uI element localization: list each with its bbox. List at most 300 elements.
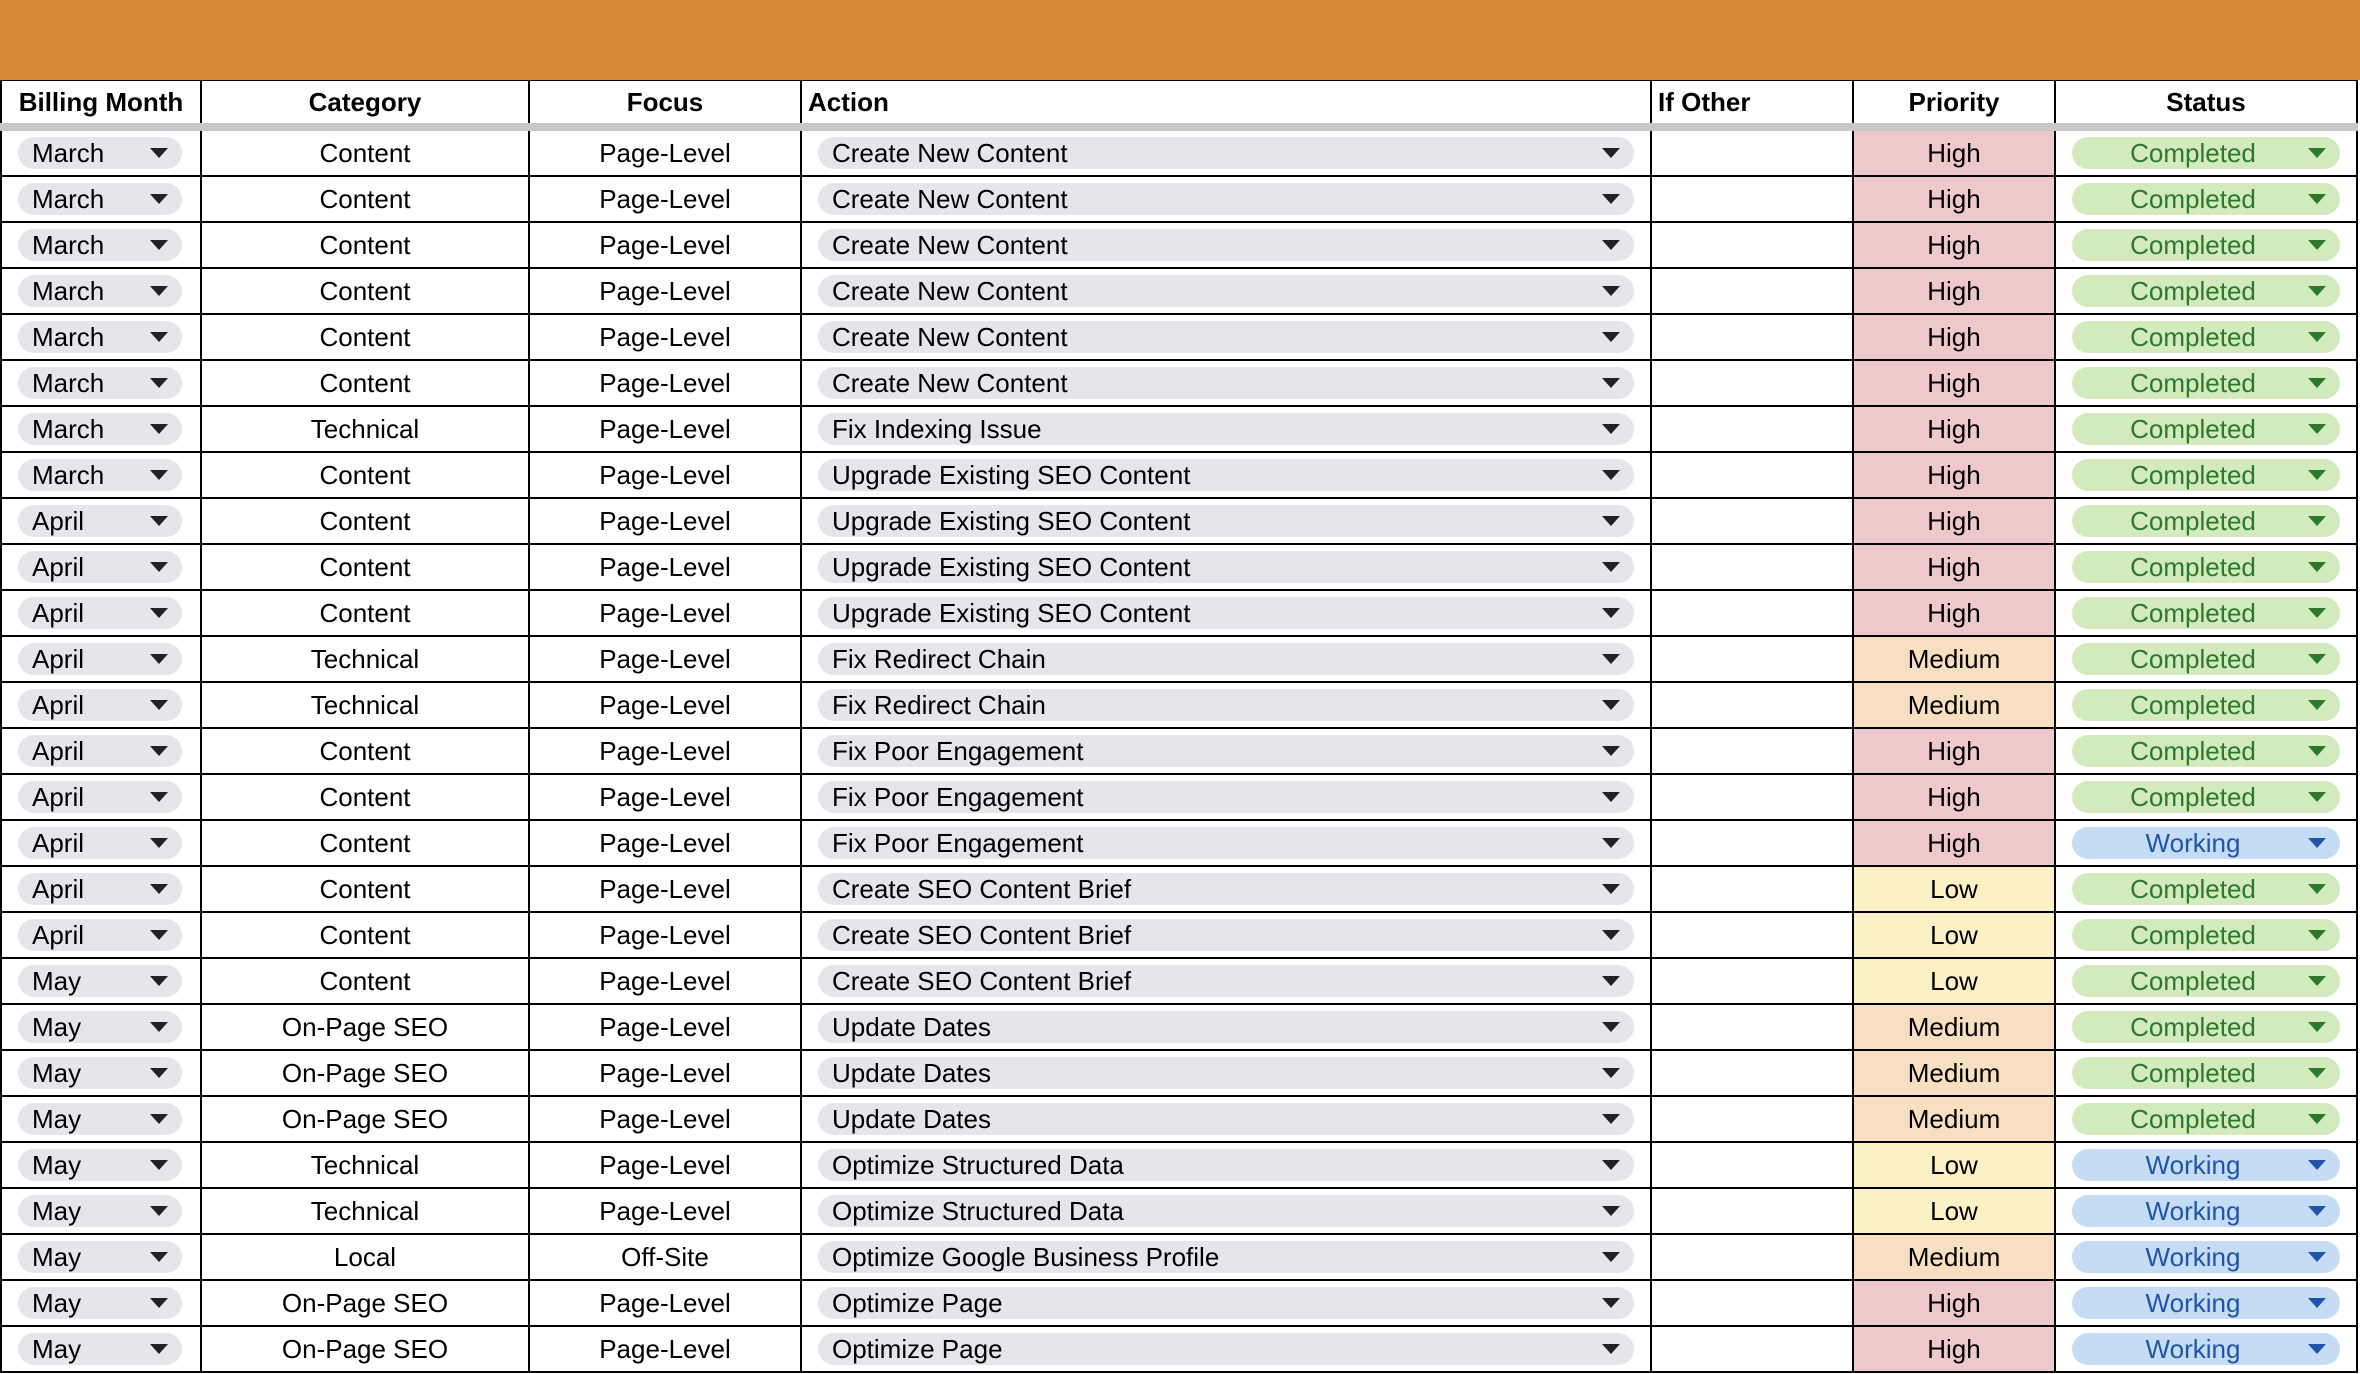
action-dropdown[interactable] [818,367,1634,399]
action-dropdown[interactable] [818,919,1634,951]
focus-cell[interactable]: Page-Level [529,1326,801,1372]
dropdown-arrow-icon[interactable] [150,1160,168,1170]
dropdown-arrow-icon[interactable] [1602,240,1620,250]
focus-cell[interactable]: Page-Level [529,452,801,498]
dropdown-arrow-icon[interactable] [1602,424,1620,434]
dropdown-arrow-icon[interactable] [2308,516,2326,526]
status-dropdown[interactable] [2072,551,2340,583]
action-cell[interactable] [801,452,1651,498]
dropdown-arrow-icon[interactable] [1602,286,1620,296]
billing-month-cell[interactable] [1,406,201,452]
billing-month-dropdown[interactable] [18,735,182,767]
status-cell[interactable] [2055,127,2357,176]
action-dropdown[interactable] [818,1057,1634,1089]
status-cell[interactable] [2055,912,2357,958]
category-cell[interactable]: Content [201,314,529,360]
status-cell[interactable] [2055,866,2357,912]
priority-cell[interactable]: High [1853,820,2055,866]
action-cell[interactable] [801,498,1651,544]
if-other-cell[interactable] [1651,958,1853,1004]
billing-month-dropdown[interactable] [18,643,182,675]
category-cell[interactable]: On-Page SEO [201,1004,529,1050]
action-cell[interactable] [801,544,1651,590]
dropdown-arrow-icon[interactable] [1602,1022,1620,1032]
category-cell[interactable]: Content [201,127,529,176]
dropdown-arrow-icon[interactable] [2308,838,2326,848]
priority-cell[interactable]: Low [1853,1188,2055,1234]
dropdown-arrow-icon[interactable] [1602,194,1620,204]
priority-cell[interactable]: High [1853,498,2055,544]
if-other-cell[interactable] [1651,406,1853,452]
dropdown-arrow-icon[interactable] [2308,378,2326,388]
category-cell[interactable]: Technical [201,406,529,452]
status-cell[interactable] [2055,1050,2357,1096]
status-dropdown[interactable] [2072,597,2340,629]
category-cell[interactable]: Technical [201,1142,529,1188]
dropdown-arrow-icon[interactable] [1602,884,1620,894]
status-cell[interactable] [2055,452,2357,498]
billing-month-cell[interactable] [1,222,201,268]
action-cell[interactable] [801,1234,1651,1280]
dropdown-arrow-icon[interactable] [2308,884,2326,894]
dropdown-arrow-icon[interactable] [150,838,168,848]
dropdown-arrow-icon[interactable] [150,1298,168,1308]
focus-cell[interactable]: Page-Level [529,498,801,544]
status-dropdown[interactable] [2072,1287,2340,1319]
billing-month-dropdown[interactable] [18,1241,182,1273]
focus-cell[interactable]: Page-Level [529,912,801,958]
focus-cell[interactable]: Page-Level [529,1188,801,1234]
billing-month-cell[interactable] [1,176,201,222]
billing-month-dropdown[interactable] [18,1057,182,1089]
dropdown-arrow-icon[interactable] [150,1114,168,1124]
header-if-other[interactable]: If Other [1651,81,1853,128]
focus-cell[interactable]: Page-Level [529,1142,801,1188]
dropdown-arrow-icon[interactable] [2308,286,2326,296]
priority-cell[interactable]: High [1853,544,2055,590]
dropdown-arrow-icon[interactable] [150,1252,168,1262]
focus-cell[interactable]: Page-Level [529,866,801,912]
status-cell[interactable] [2055,1280,2357,1326]
focus-cell[interactable]: Page-Level [529,314,801,360]
if-other-cell[interactable] [1651,1234,1853,1280]
billing-month-cell[interactable] [1,682,201,728]
status-cell[interactable] [2055,1234,2357,1280]
focus-cell[interactable]: Page-Level [529,222,801,268]
action-dropdown[interactable] [818,1287,1634,1319]
dropdown-arrow-icon[interactable] [150,1344,168,1354]
dropdown-arrow-icon[interactable] [1602,654,1620,664]
if-other-cell[interactable] [1651,360,1853,406]
action-cell[interactable] [801,406,1651,452]
priority-cell[interactable]: Medium [1853,1234,2055,1280]
dropdown-arrow-icon[interactable] [2308,424,2326,434]
status-dropdown[interactable] [2072,505,2340,537]
status-dropdown[interactable] [2072,827,2340,859]
billing-month-dropdown[interactable] [18,505,182,537]
dropdown-arrow-icon[interactable] [1602,1160,1620,1170]
status-cell[interactable] [2055,176,2357,222]
action-dropdown[interactable] [818,597,1634,629]
status-dropdown[interactable] [2072,1011,2340,1043]
dropdown-arrow-icon[interactable] [1602,838,1620,848]
category-cell[interactable]: Content [201,820,529,866]
focus-cell[interactable]: Page-Level [529,636,801,682]
category-cell[interactable]: Technical [201,1188,529,1234]
action-dropdown[interactable] [818,1103,1634,1135]
billing-month-cell[interactable] [1,636,201,682]
if-other-cell[interactable] [1651,1096,1853,1142]
priority-cell[interactable]: High [1853,1280,2055,1326]
priority-cell[interactable]: High [1853,176,2055,222]
priority-cell[interactable]: Low [1853,912,2055,958]
dropdown-arrow-icon[interactable] [1602,562,1620,572]
action-dropdown[interactable] [818,505,1634,537]
dropdown-arrow-icon[interactable] [2308,148,2326,158]
action-cell[interactable] [801,268,1651,314]
focus-cell[interactable]: Off-Site [529,1234,801,1280]
billing-month-cell[interactable] [1,1188,201,1234]
action-dropdown[interactable] [818,965,1634,997]
billing-month-cell[interactable] [1,1234,201,1280]
dropdown-arrow-icon[interactable] [1602,930,1620,940]
billing-month-cell[interactable] [1,820,201,866]
priority-cell[interactable]: Low [1853,1142,2055,1188]
dropdown-arrow-icon[interactable] [2308,1160,2326,1170]
focus-cell[interactable]: Page-Level [529,176,801,222]
billing-month-dropdown[interactable] [18,873,182,905]
billing-month-cell[interactable] [1,314,201,360]
header-category[interactable]: Category [201,81,529,128]
action-cell[interactable] [801,774,1651,820]
action-cell[interactable] [801,866,1651,912]
focus-cell[interactable]: Page-Level [529,682,801,728]
status-dropdown[interactable] [2072,781,2340,813]
dropdown-arrow-icon[interactable] [2308,976,2326,986]
status-dropdown[interactable] [2072,919,2340,951]
priority-cell[interactable]: Medium [1853,636,2055,682]
priority-cell[interactable]: High [1853,1326,2055,1372]
status-cell[interactable] [2055,498,2357,544]
billing-month-cell[interactable] [1,774,201,820]
status-cell[interactable] [2055,820,2357,866]
action-cell[interactable] [801,728,1651,774]
status-dropdown[interactable] [2072,1195,2340,1227]
action-cell[interactable] [801,912,1651,958]
action-cell[interactable] [801,127,1651,176]
priority-cell[interactable]: High [1853,452,2055,498]
dropdown-arrow-icon[interactable] [1602,470,1620,480]
priority-cell[interactable]: High [1853,590,2055,636]
dropdown-arrow-icon[interactable] [150,654,168,664]
dropdown-arrow-icon[interactable] [1602,516,1620,526]
priority-cell[interactable]: High [1853,360,2055,406]
if-other-cell[interactable] [1651,774,1853,820]
billing-month-dropdown[interactable] [18,459,182,491]
if-other-cell[interactable] [1651,1142,1853,1188]
focus-cell[interactable]: Page-Level [529,1280,801,1326]
action-dropdown[interactable] [818,459,1634,491]
billing-month-dropdown[interactable] [18,551,182,583]
dropdown-arrow-icon[interactable] [2308,700,2326,710]
if-other-cell[interactable] [1651,1280,1853,1326]
dropdown-arrow-icon[interactable] [150,976,168,986]
billing-month-dropdown[interactable] [18,229,182,261]
billing-month-dropdown[interactable] [18,965,182,997]
focus-cell[interactable]: Page-Level [529,958,801,1004]
billing-month-cell[interactable] [1,127,201,176]
action-dropdown[interactable] [818,689,1634,721]
category-cell[interactable]: Content [201,958,529,1004]
status-cell[interactable] [2055,958,2357,1004]
dropdown-arrow-icon[interactable] [2308,1022,2326,1032]
status-cell[interactable] [2055,314,2357,360]
dropdown-arrow-icon[interactable] [150,930,168,940]
dropdown-arrow-icon[interactable] [1602,1114,1620,1124]
status-cell[interactable] [2055,1096,2357,1142]
category-cell[interactable]: Local [201,1234,529,1280]
header-priority[interactable]: Priority [1853,81,2055,128]
dropdown-arrow-icon[interactable] [2308,1252,2326,1262]
action-cell[interactable] [801,1050,1651,1096]
dropdown-arrow-icon[interactable] [1602,792,1620,802]
category-cell[interactable]: Content [201,222,529,268]
billing-month-cell[interactable] [1,498,201,544]
focus-cell[interactable]: Page-Level [529,360,801,406]
status-cell[interactable] [2055,406,2357,452]
dropdown-arrow-icon[interactable] [2308,240,2326,250]
dropdown-arrow-icon[interactable] [2308,608,2326,618]
billing-month-dropdown[interactable] [18,321,182,353]
status-dropdown[interactable] [2072,459,2340,491]
if-other-cell[interactable] [1651,866,1853,912]
billing-month-dropdown[interactable] [18,597,182,629]
action-dropdown[interactable] [818,321,1634,353]
billing-month-dropdown[interactable] [18,781,182,813]
action-cell[interactable] [801,176,1651,222]
action-dropdown[interactable] [818,735,1634,767]
billing-month-dropdown[interactable] [18,827,182,859]
action-dropdown[interactable] [818,781,1634,813]
if-other-cell[interactable] [1651,728,1853,774]
billing-month-dropdown[interactable] [18,413,182,445]
focus-cell[interactable]: Page-Level [529,406,801,452]
action-cell[interactable] [801,1280,1651,1326]
billing-month-cell[interactable] [1,1004,201,1050]
dropdown-arrow-icon[interactable] [2308,562,2326,572]
focus-cell[interactable]: Page-Level [529,268,801,314]
action-cell[interactable] [801,222,1651,268]
if-other-cell[interactable] [1651,222,1853,268]
action-dropdown[interactable] [818,1149,1634,1181]
billing-month-dropdown[interactable] [18,1333,182,1365]
status-cell[interactable] [2055,544,2357,590]
status-cell[interactable] [2055,268,2357,314]
category-cell[interactable]: Content [201,176,529,222]
action-cell[interactable] [801,1188,1651,1234]
priority-cell[interactable]: High [1853,268,2055,314]
if-other-cell[interactable] [1651,820,1853,866]
if-other-cell[interactable] [1651,176,1853,222]
priority-cell[interactable]: Medium [1853,682,2055,728]
status-dropdown[interactable] [2072,689,2340,721]
dropdown-arrow-icon[interactable] [2308,792,2326,802]
focus-cell[interactable]: Page-Level [529,127,801,176]
dropdown-arrow-icon[interactable] [1602,332,1620,342]
header-focus[interactable]: Focus [529,81,801,128]
dropdown-arrow-icon[interactable] [150,240,168,250]
dropdown-arrow-icon[interactable] [1602,1344,1620,1354]
billing-month-dropdown[interactable] [18,275,182,307]
billing-month-cell[interactable] [1,1050,201,1096]
billing-month-dropdown[interactable] [18,367,182,399]
category-cell[interactable]: Content [201,866,529,912]
header-status[interactable]: Status [2055,81,2357,128]
status-dropdown[interactable] [2072,137,2340,169]
dropdown-arrow-icon[interactable] [150,286,168,296]
status-dropdown[interactable] [2072,275,2340,307]
status-dropdown[interactable] [2072,965,2340,997]
status-dropdown[interactable] [2072,413,2340,445]
category-cell[interactable]: Content [201,544,529,590]
if-other-cell[interactable] [1651,498,1853,544]
billing-month-dropdown[interactable] [18,137,182,169]
billing-month-cell[interactable] [1,1280,201,1326]
billing-month-dropdown[interactable] [18,1195,182,1227]
priority-cell[interactable]: Medium [1853,1096,2055,1142]
billing-month-dropdown[interactable] [18,1011,182,1043]
dropdown-arrow-icon[interactable] [2308,1206,2326,1216]
billing-month-dropdown[interactable] [18,1149,182,1181]
dropdown-arrow-icon[interactable] [1602,700,1620,710]
billing-month-cell[interactable] [1,452,201,498]
dropdown-arrow-icon[interactable] [150,746,168,756]
priority-cell[interactable]: High [1853,728,2055,774]
dropdown-arrow-icon[interactable] [150,424,168,434]
header-action[interactable]: Action [801,81,1651,128]
dropdown-arrow-icon[interactable] [150,1068,168,1078]
dropdown-arrow-icon[interactable] [2308,194,2326,204]
action-dropdown[interactable] [818,229,1634,261]
priority-cell[interactable]: Medium [1853,1004,2055,1050]
billing-month-cell[interactable] [1,544,201,590]
status-dropdown[interactable] [2072,735,2340,767]
if-other-cell[interactable] [1651,682,1853,728]
action-dropdown[interactable] [818,1011,1634,1043]
dropdown-arrow-icon[interactable] [1602,608,1620,618]
dropdown-arrow-icon[interactable] [150,194,168,204]
action-cell[interactable] [801,1326,1651,1372]
action-cell[interactable] [801,682,1651,728]
billing-month-cell[interactable] [1,1326,201,1372]
action-dropdown[interactable] [818,183,1634,215]
dropdown-arrow-icon[interactable] [150,516,168,526]
priority-cell[interactable]: Low [1853,866,2055,912]
focus-cell[interactable]: Page-Level [529,1004,801,1050]
action-dropdown[interactable] [818,551,1634,583]
status-cell[interactable] [2055,728,2357,774]
action-cell[interactable] [801,590,1651,636]
action-cell[interactable] [801,636,1651,682]
status-cell[interactable] [2055,1004,2357,1050]
focus-cell[interactable]: Page-Level [529,728,801,774]
category-cell[interactable]: Content [201,590,529,636]
status-cell[interactable] [2055,1142,2357,1188]
dropdown-arrow-icon[interactable] [2308,1344,2326,1354]
priority-cell[interactable]: High [1853,314,2055,360]
action-cell[interactable] [801,360,1651,406]
status-cell[interactable] [2055,1326,2357,1372]
status-dropdown[interactable] [2072,183,2340,215]
dropdown-arrow-icon[interactable] [1602,746,1620,756]
priority-cell[interactable]: High [1853,774,2055,820]
billing-month-dropdown[interactable] [18,1287,182,1319]
if-other-cell[interactable] [1651,636,1853,682]
category-cell[interactable]: Technical [201,682,529,728]
category-cell[interactable]: Technical [201,636,529,682]
action-dropdown[interactable] [818,1241,1634,1273]
dropdown-arrow-icon[interactable] [150,884,168,894]
billing-month-dropdown[interactable] [18,689,182,721]
status-cell[interactable] [2055,222,2357,268]
priority-cell[interactable]: Medium [1853,1050,2055,1096]
dropdown-arrow-icon[interactable] [150,792,168,802]
if-other-cell[interactable] [1651,127,1853,176]
status-dropdown[interactable] [2072,1333,2340,1365]
billing-month-dropdown[interactable] [18,1103,182,1135]
billing-month-cell[interactable] [1,866,201,912]
dropdown-arrow-icon[interactable] [2308,654,2326,664]
priority-cell[interactable]: High [1853,127,2055,176]
status-dropdown[interactable] [2072,367,2340,399]
category-cell[interactable]: Content [201,912,529,958]
action-cell[interactable] [801,1096,1651,1142]
billing-month-cell[interactable] [1,912,201,958]
status-dropdown[interactable] [2072,873,2340,905]
if-other-cell[interactable] [1651,1004,1853,1050]
dropdown-arrow-icon[interactable] [2308,1068,2326,1078]
billing-month-dropdown[interactable] [18,183,182,215]
category-cell[interactable]: On-Page SEO [201,1326,529,1372]
status-dropdown[interactable] [2072,1149,2340,1181]
dropdown-arrow-icon[interactable] [150,332,168,342]
category-cell[interactable]: On-Page SEO [201,1050,529,1096]
dropdown-arrow-icon[interactable] [1602,1068,1620,1078]
priority-cell[interactable]: High [1853,406,2055,452]
action-cell[interactable] [801,820,1651,866]
action-cell[interactable] [801,1142,1651,1188]
action-dropdown[interactable] [818,1195,1634,1227]
dropdown-arrow-icon[interactable] [150,700,168,710]
focus-cell[interactable]: Page-Level [529,590,801,636]
category-cell[interactable]: On-Page SEO [201,1280,529,1326]
category-cell[interactable]: On-Page SEO [201,1096,529,1142]
priority-cell[interactable]: High [1853,222,2055,268]
action-dropdown[interactable] [818,873,1634,905]
billing-month-dropdown[interactable] [18,919,182,951]
dropdown-arrow-icon[interactable] [2308,746,2326,756]
action-dropdown[interactable] [818,137,1634,169]
action-dropdown[interactable] [818,413,1634,445]
dropdown-arrow-icon[interactable] [150,608,168,618]
if-other-cell[interactable] [1651,912,1853,958]
status-cell[interactable] [2055,1188,2357,1234]
status-dropdown[interactable] [2072,1103,2340,1135]
status-cell[interactable] [2055,360,2357,406]
action-dropdown[interactable] [818,827,1634,859]
action-dropdown[interactable] [818,275,1634,307]
category-cell[interactable]: Content [201,360,529,406]
